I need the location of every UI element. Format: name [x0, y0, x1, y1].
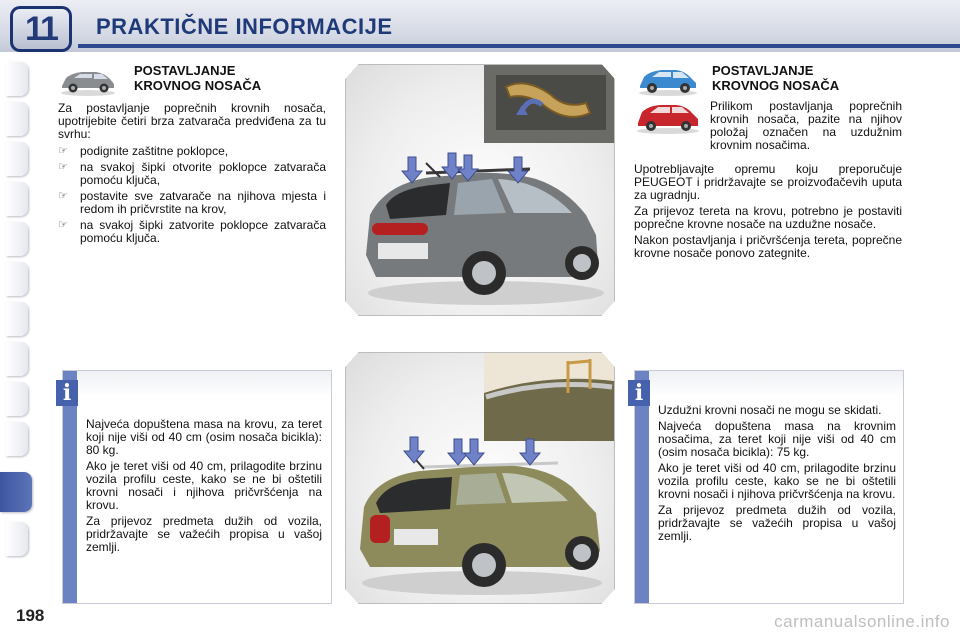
info-text-left	[86, 418, 322, 557]
left-text-block	[58, 102, 326, 248]
list-item	[58, 161, 326, 187]
section-title-line: POSTAVLJANJE	[712, 63, 814, 78]
info-paragraph: Ako je teret viši od 40 cm, prilagodite brzinu vozila profilu ceste, kako se ne bi oštetili krovni nosači i njihova pričvršćenja na krovu.	[86, 459, 322, 512]
chapter-tab[interactable]	[6, 422, 28, 456]
section-title-line: KROVNOG NOSAČA	[134, 78, 262, 93]
hatchback-roof-bars-illustration	[345, 64, 615, 316]
section-title-right	[712, 63, 839, 93]
car-thumbnail-red	[634, 100, 702, 134]
chapter-tab[interactable]	[6, 222, 28, 256]
chapter-number: 11	[25, 10, 57, 48]
chapter-tab[interactable]	[6, 342, 28, 376]
watermark: carmanualsonline.info	[774, 612, 950, 631]
intro-paragraph: Za postavljanje poprečnih krovnih nosača, upotrijebite četiri brza zatvarača predviđena za tu svrhu:	[58, 101, 326, 141]
chapter-tab[interactable]	[6, 262, 28, 296]
info-paragraph: Najveća dopuštena masa na krovu, za teret koji nije viši od 40 cm (osim nosača bicikla): 80 kg.	[86, 417, 322, 457]
chapter-tab[interactable]	[6, 182, 28, 216]
page-number: 198	[16, 606, 45, 625]
chapter-tab[interactable]	[6, 102, 28, 136]
right-text-first	[710, 100, 902, 155]
car-thumbnail-blue	[636, 64, 700, 96]
chapter-tab[interactable]	[6, 382, 28, 416]
right-paragraph: Prilikom postavljanja poprečnih krovnih nosača, pazite na njihov položaj označen na uzdužnim krovnim nosačima.	[710, 99, 902, 152]
list-item	[58, 219, 326, 245]
right-paragraph: Nakon postavljanja i pričvršćenja tereta, poprečne krovne nosače ponovo zategnite.	[634, 233, 902, 260]
info-text-right	[658, 404, 896, 546]
chapter-tab[interactable]	[6, 142, 28, 176]
list-item	[58, 190, 326, 216]
header-underline	[78, 44, 960, 48]
pointing-hand-icon: ☞	[58, 219, 68, 231]
wagon-roof-rails-illustration	[345, 352, 615, 604]
right-paragraph: Za prijevoz tereta na krovu, potrebno je postaviti poprečne krovne nosače na uzdužne nosače.	[634, 204, 902, 231]
info-paragraph: Ako je teret viši od 40 cm, prilagodite brzinu vozila profilu ceste, kako se ne bi oštetili krovni nosači i njihova pričvršćenja na krovu.	[658, 461, 896, 501]
chapter-tabs	[0, 62, 32, 582]
chapter-tab[interactable]	[6, 522, 28, 556]
list-item-text: podignite zaštitne poklopce,	[80, 144, 229, 158]
section-title-line: KROVNOG NOSAČA	[712, 78, 840, 93]
info-paragraph: Za prijevoz predmeta dužih od vozila, pridržavajte se važećih propisa u vašoj zemlji.	[658, 503, 896, 543]
info-paragraph: Uzdužni krovni nosači ne mogu se skidati.	[658, 403, 882, 417]
page-title: PRAKTIČNE INFORMACIJE	[96, 14, 393, 39]
list-item-text: na svakoj šipki zatvorite poklopce zatvarača pomoću ključa.	[80, 218, 326, 245]
info-icon: i	[628, 380, 650, 406]
chapter-tab[interactable]	[6, 62, 28, 96]
right-paragraph: Upotrebljavajte opremu koju preporučuje PEUGEOT i pridržavajte se proizvođačevih uputa za ugradnju.	[634, 162, 902, 202]
info-box-header	[77, 371, 331, 397]
right-text-block	[634, 163, 902, 263]
info-box-header	[649, 371, 903, 397]
pointing-hand-icon: ☞	[58, 145, 68, 157]
pointing-hand-icon: ☞	[58, 190, 68, 202]
chapter-tab[interactable]	[6, 302, 28, 336]
info-icon: i	[56, 380, 78, 406]
pointing-hand-icon: ☞	[58, 161, 68, 173]
chapter-tab-active[interactable]	[0, 472, 32, 512]
section-title-line: POSTAVLJANJE	[134, 63, 236, 78]
section-title-left	[134, 63, 261, 93]
list-item-text: na svakoj šipki otvorite poklopce zatvarača pomoću ključa,	[80, 160, 326, 187]
car-thumbnail-grey	[58, 66, 118, 96]
info-paragraph: Za prijevoz predmeta dužih od vozila, pridržavajte se važećih propisa u vašoj zemlji.	[86, 514, 322, 554]
list-item-text: postavite sve zatvarače na njihova mjesta i redom ih pričvrstite na krov,	[80, 189, 326, 216]
list-item	[58, 145, 326, 158]
instruction-list	[58, 145, 326, 245]
info-paragraph: Najveća dopuštena masa na krovnim nosačima, za teret koji nije viši od 40 cm (osim nosača bicikla): 75 kg.	[658, 419, 896, 459]
